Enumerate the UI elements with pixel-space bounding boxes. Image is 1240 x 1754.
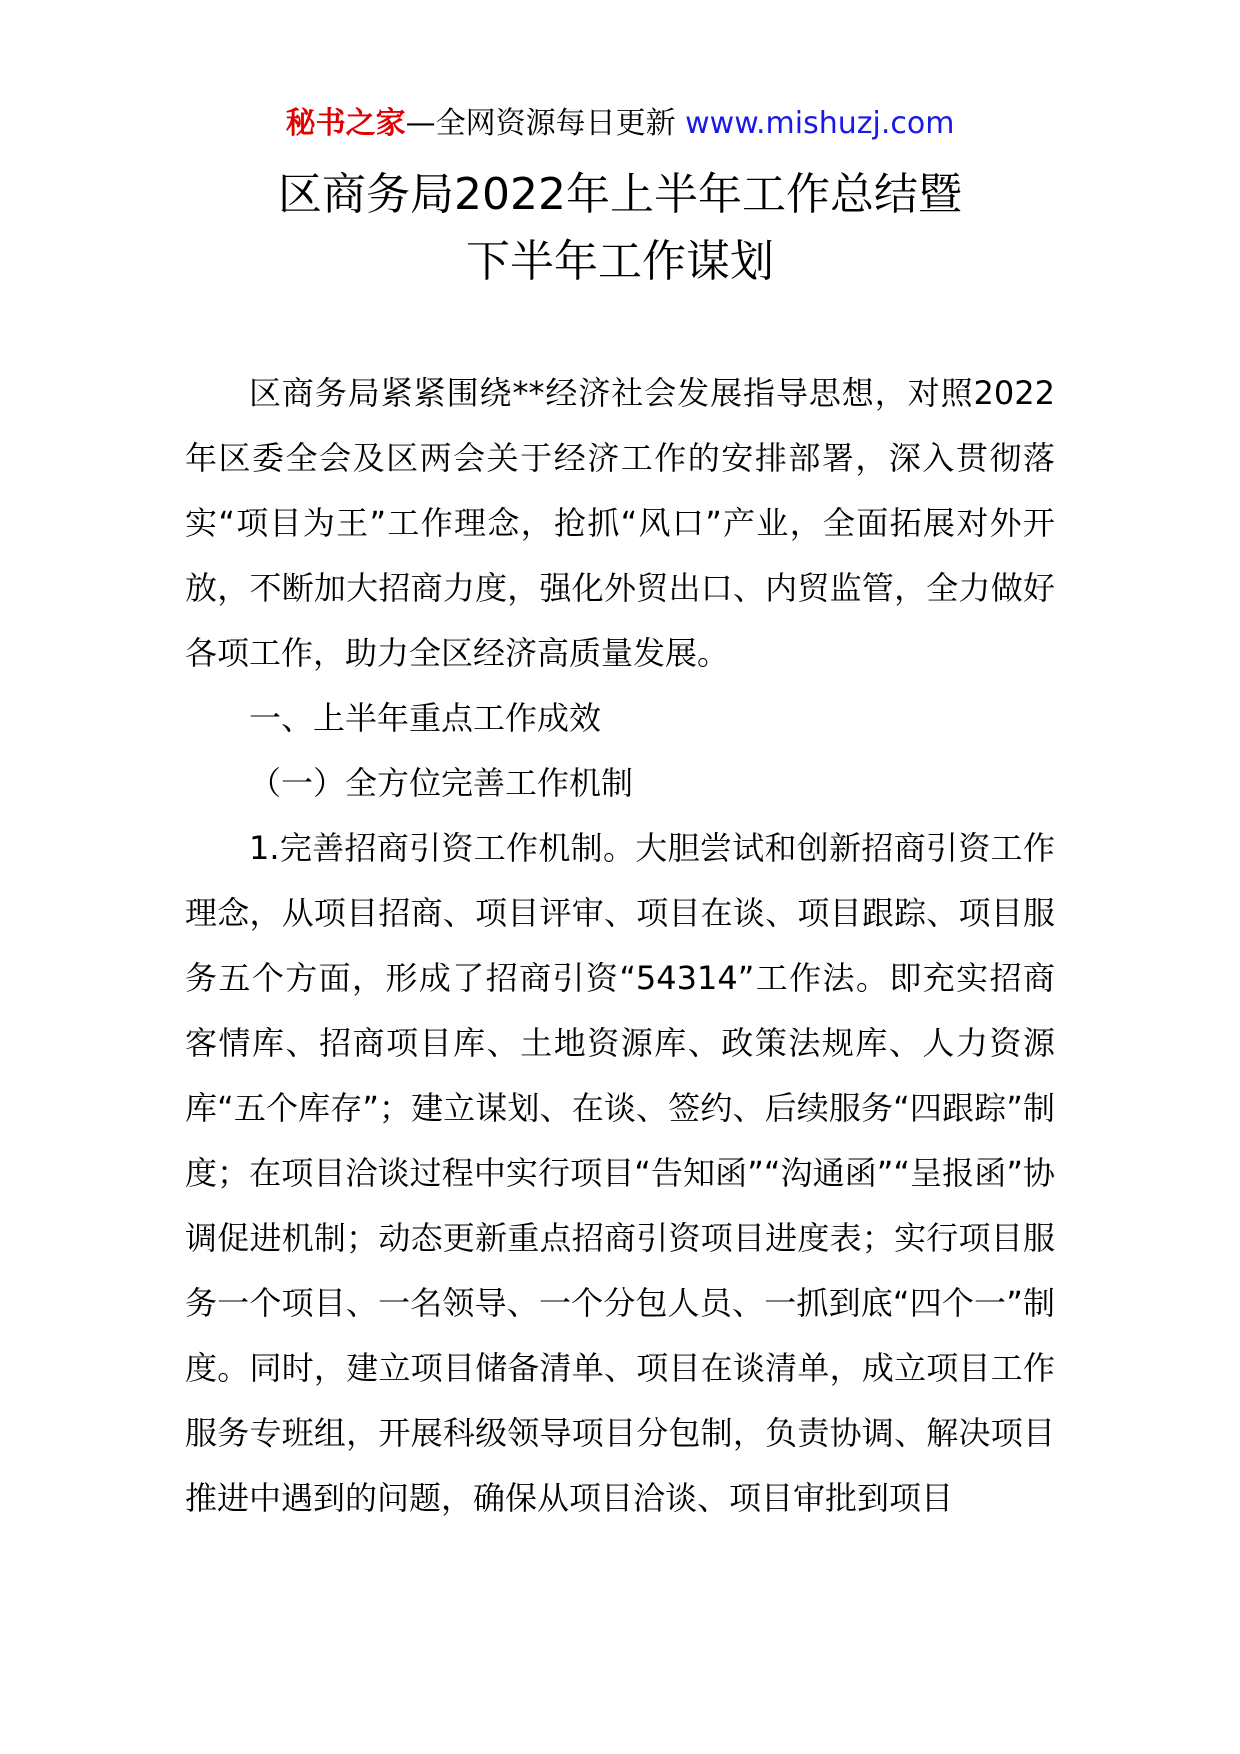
subsection-heading: （一）全方位完善工作机制 bbox=[249, 764, 634, 802]
brand-name: 秘书之家 bbox=[285, 106, 406, 141]
banner-tagline: —全网资源每日更新 bbox=[405, 106, 686, 141]
document-title-line-2: 下半年工作谋划 bbox=[466, 236, 774, 287]
document-body bbox=[185, 361, 1055, 1531]
intro-paragraph: 区商务局紧紧围绕**经济社会发展指导思想，对照2022年区委全会及区两会关于经济工作的安排部署，深入贯彻落实“项目为王”工作理念，抢抓“风口”产业，全面拓展对外开放，不断加大招商力度，强化外贸出口、内贸监管，全力做好各项工作，助力全区经济高质量发展。 bbox=[185, 374, 1055, 672]
section-heading: 一、上半年重点工作成效 bbox=[249, 699, 602, 737]
document-title-line-1: 区商务局2022年上半年工作总结暨 bbox=[278, 169, 962, 220]
site-url-link[interactable]: www.mishuzj.com bbox=[685, 106, 955, 141]
body-paragraph: 1.完善招商引资工作机制。大胆尝试和创新招商引资工作理念，从项目招商、项目评审、项目在谈、项目跟踪、项目服务五个方面，形成了招商引资“54314”工作法。即充实招商客情库、招商项目库、土地资源库、政策法规库、人力资源库“五个库存”；建立谋划、在谈、签约、后续服务“四跟踪”制度；在项目洽谈过程中实行项目“告知函”“沟通函”“呈报函”协调促进机制；动态更新重点招商引资项目进度表；实行项目服务一个项目、一名领导、一个分包人员、一抓到底“四个一”制度。同时，建立项目储备清单、项目在谈清单，成立项目工作服务专班组，开展科级领导项目分包制，负责协调、解决项目推进中遇到的问题，确保从项目洽谈、项目审批到项目 bbox=[185, 829, 1055, 1517]
site-banner bbox=[0, 104, 1240, 144]
